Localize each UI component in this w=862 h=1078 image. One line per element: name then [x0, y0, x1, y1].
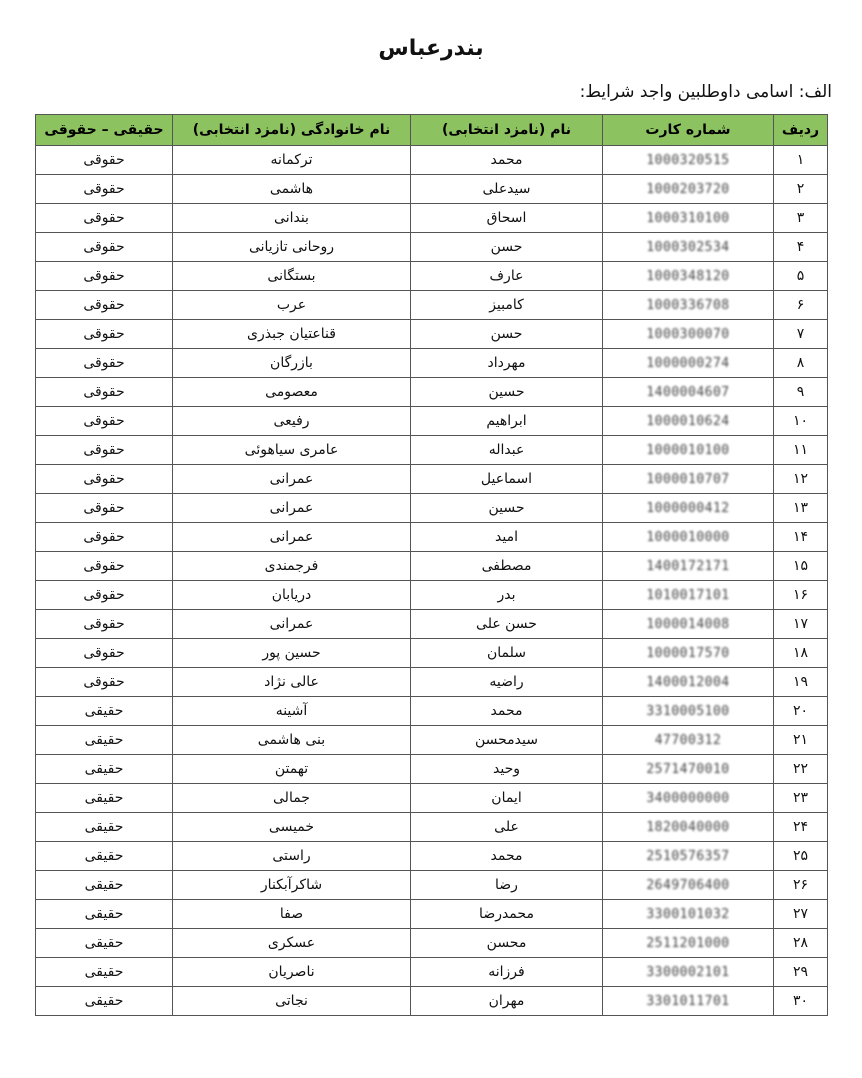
person-type-cell: حقیقی	[36, 842, 173, 871]
person-type-cell: حقیقی	[36, 958, 173, 987]
row-number-cell: ۲۴	[774, 813, 828, 842]
card-number-value: 1000014008	[646, 617, 730, 632]
card-number-cell	[603, 146, 774, 175]
card-number-cell	[603, 668, 774, 697]
last-name-cell: عمرانی	[173, 465, 411, 494]
row-number-cell: ۲۲	[774, 755, 828, 784]
table-row	[36, 813, 828, 842]
last-name-cell: عمرانی	[173, 494, 411, 523]
first-name-cell: محمد	[411, 146, 603, 175]
card-number-value: 1000320515	[646, 153, 730, 168]
row-number-cell: ۱۰	[774, 407, 828, 436]
person-type-cell: حقوقی	[36, 581, 173, 610]
first-name-cell: حسن علی	[411, 610, 603, 639]
last-name-cell: فرجمندی	[173, 552, 411, 581]
table-row	[36, 552, 828, 581]
last-name-cell: بندانی	[173, 204, 411, 233]
row-number-cell: ۱۸	[774, 639, 828, 668]
last-name-cell: آشینه	[173, 697, 411, 726]
card-number-cell	[603, 407, 774, 436]
person-type-cell: حقوقی	[36, 262, 173, 291]
page-title: بندرعباس	[378, 36, 484, 61]
last-name-cell: معصومی	[173, 378, 411, 407]
table-row	[36, 494, 828, 523]
last-name-cell: ترکمانه	[173, 146, 411, 175]
card-number-cell	[603, 349, 774, 378]
person-type-cell: حقوقی	[36, 233, 173, 262]
table-row	[36, 378, 828, 407]
row-number-cell: ۴	[774, 233, 828, 262]
card-number-value: 47700312	[654, 733, 722, 748]
last-name-cell: رفیعی	[173, 407, 411, 436]
column-header-row-number: ردیف	[774, 115, 828, 146]
card-number-cell	[603, 581, 774, 610]
card-number-cell	[603, 494, 774, 523]
last-name-cell: عسکری	[173, 929, 411, 958]
card-number-cell	[603, 929, 774, 958]
last-name-cell: روحانی تازیانی	[173, 233, 411, 262]
column-header-first-name: نام (نامزد انتخابی)	[411, 115, 603, 146]
first-name-cell: کامبیز	[411, 291, 603, 320]
card-number-value: 3301011701	[646, 994, 730, 1009]
table-row	[36, 146, 828, 175]
person-type-cell: حقوقی	[36, 320, 173, 349]
row-number-cell: ۱۶	[774, 581, 828, 610]
person-type-cell: حقوقی	[36, 436, 173, 465]
column-header-card-number: شماره کارت	[603, 115, 774, 146]
card-number-cell	[603, 610, 774, 639]
card-number-cell	[603, 726, 774, 755]
card-number-value: 3300101032	[646, 907, 730, 922]
row-number-cell: ۳	[774, 204, 828, 233]
first-name-cell: عبداله	[411, 436, 603, 465]
card-number-value: 1000010707	[646, 472, 730, 487]
row-number-cell: ۱۴	[774, 523, 828, 552]
card-number-value: 1000000412	[646, 501, 730, 516]
card-number-value: 1000010100	[646, 443, 730, 458]
card-number-value: 1000203720	[646, 182, 730, 197]
row-number-cell: ۲۷	[774, 900, 828, 929]
card-number-value: 1000300070	[646, 327, 730, 342]
first-name-cell: حسن	[411, 233, 603, 262]
card-number-value: 1000000274	[646, 356, 730, 371]
card-number-value: 2571470010	[646, 762, 730, 777]
first-name-cell: محسن	[411, 929, 603, 958]
card-number-cell	[603, 900, 774, 929]
row-number-cell: ۱۷	[774, 610, 828, 639]
table-row	[36, 639, 828, 668]
last-name-cell: عمرانی	[173, 610, 411, 639]
last-name-cell: راستی	[173, 842, 411, 871]
candidates-table	[35, 114, 828, 1016]
table-row	[36, 204, 828, 233]
table-row	[36, 668, 828, 697]
row-number-cell: ۳۰	[774, 987, 828, 1016]
table-row	[36, 581, 828, 610]
table-row	[36, 958, 828, 987]
first-name-cell: محمد	[411, 842, 603, 871]
row-number-cell: ۹	[774, 378, 828, 407]
last-name-cell: ناصریان	[173, 958, 411, 987]
card-number-value: 2511201000	[646, 936, 730, 951]
first-name-cell: ایمان	[411, 784, 603, 813]
card-number-value: 1000017570	[646, 646, 730, 661]
last-name-cell: قناعتیان جبذری	[173, 320, 411, 349]
person-type-cell: حقوقی	[36, 494, 173, 523]
row-number-cell: ۲۰	[774, 697, 828, 726]
card-number-cell	[603, 523, 774, 552]
card-number-value: 1000010624	[646, 414, 730, 429]
card-number-cell	[603, 378, 774, 407]
card-number-cell	[603, 175, 774, 204]
person-type-cell: حقوقی	[36, 523, 173, 552]
card-number-value: 2510576357	[646, 849, 730, 864]
row-number-cell: ۲۹	[774, 958, 828, 987]
row-number-cell: ۶	[774, 291, 828, 320]
table-body	[36, 146, 828, 1016]
table-row	[36, 842, 828, 871]
row-number-cell: ۱۳	[774, 494, 828, 523]
table-row	[36, 523, 828, 552]
card-number-cell	[603, 233, 774, 262]
row-number-cell: ۷	[774, 320, 828, 349]
first-name-cell: حسن	[411, 320, 603, 349]
last-name-cell: عالی نژاد	[173, 668, 411, 697]
first-name-cell: حسین	[411, 494, 603, 523]
first-name-cell: علی	[411, 813, 603, 842]
table-row	[36, 987, 828, 1016]
last-name-cell: عامری سیاهوئی	[173, 436, 411, 465]
card-number-value: 1000348120	[646, 269, 730, 284]
table-header-row	[36, 115, 828, 146]
card-number-value: 1000010000	[646, 530, 730, 545]
person-type-cell: حقیقی	[36, 784, 173, 813]
row-number-cell: ۱۵	[774, 552, 828, 581]
last-name-cell: نجاتی	[173, 987, 411, 1016]
card-number-value: 3300002101	[646, 965, 730, 980]
first-name-cell: فرزانه	[411, 958, 603, 987]
column-header-last-name: نام خانوادگی (نامزد انتخابی)	[173, 115, 411, 146]
row-number-cell: ۱۲	[774, 465, 828, 494]
card-number-value: 1000310100	[646, 211, 730, 226]
table-row	[36, 755, 828, 784]
table-row	[36, 175, 828, 204]
row-number-cell: ۱۱	[774, 436, 828, 465]
row-number-cell: ۵	[774, 262, 828, 291]
table-row	[36, 929, 828, 958]
card-number-cell	[603, 320, 774, 349]
last-name-cell: بازرگان	[173, 349, 411, 378]
first-name-cell: اسماعیل	[411, 465, 603, 494]
last-name-cell: صفا	[173, 900, 411, 929]
table-row	[36, 871, 828, 900]
last-name-cell: دریابان	[173, 581, 411, 610]
person-type-cell: حقیقی	[36, 987, 173, 1016]
card-number-value: 1000302534	[646, 240, 730, 255]
last-name-cell: بنی هاشمی	[173, 726, 411, 755]
first-name-cell: سلمان	[411, 639, 603, 668]
person-type-cell: حقیقی	[36, 697, 173, 726]
last-name-cell: شاکرآبکنار	[173, 871, 411, 900]
last-name-cell: بستگانی	[173, 262, 411, 291]
first-name-cell: سیدمحسن	[411, 726, 603, 755]
card-number-cell	[603, 813, 774, 842]
person-type-cell: حقیقی	[36, 929, 173, 958]
card-number-cell	[603, 987, 774, 1016]
card-number-value: 1400012004	[646, 675, 730, 690]
person-type-cell: حقوقی	[36, 407, 173, 436]
first-name-cell: راضیه	[411, 668, 603, 697]
first-name-cell: محمد	[411, 697, 603, 726]
card-number-value: 1400004607	[646, 385, 730, 400]
card-number-value: 3310005100	[646, 704, 730, 719]
table-row	[36, 697, 828, 726]
card-number-cell	[603, 871, 774, 900]
card-number-cell	[603, 552, 774, 581]
card-number-value: 1820040000	[646, 820, 730, 835]
first-name-cell: مصطفی	[411, 552, 603, 581]
first-name-cell: بدر	[411, 581, 603, 610]
first-name-cell: حسین	[411, 378, 603, 407]
person-type-cell: حقیقی	[36, 871, 173, 900]
card-number-cell	[603, 291, 774, 320]
first-name-cell: مهران	[411, 987, 603, 1016]
first-name-cell: ابراهیم	[411, 407, 603, 436]
first-name-cell: مهرداد	[411, 349, 603, 378]
person-type-cell: حقوقی	[36, 204, 173, 233]
row-number-cell: ۲۳	[774, 784, 828, 813]
card-number-cell	[603, 958, 774, 987]
card-number-value: 1000336708	[646, 298, 730, 313]
table-row	[36, 726, 828, 755]
table-row	[36, 784, 828, 813]
first-name-cell: امید	[411, 523, 603, 552]
table-row	[36, 900, 828, 929]
last-name-cell: هاشمی	[173, 175, 411, 204]
row-number-cell: ۲۶	[774, 871, 828, 900]
last-name-cell: جمالی	[173, 784, 411, 813]
last-name-cell: عرب	[173, 291, 411, 320]
table-row	[36, 320, 828, 349]
row-number-cell: ۲	[774, 175, 828, 204]
person-type-cell: حقیقی	[36, 755, 173, 784]
card-number-cell	[603, 204, 774, 233]
row-number-cell: ۱۹	[774, 668, 828, 697]
card-number-cell	[603, 697, 774, 726]
first-name-cell: رضا	[411, 871, 603, 900]
table-row	[36, 436, 828, 465]
person-type-cell: حقوقی	[36, 610, 173, 639]
person-type-cell: حقوقی	[36, 175, 173, 204]
person-type-cell: حقوقی	[36, 349, 173, 378]
row-number-cell: ۸	[774, 349, 828, 378]
list-subtitle: الف: اسامی داوطلبین واجد شرایط:	[579, 82, 832, 102]
first-name-cell: عارف	[411, 262, 603, 291]
table-row	[36, 349, 828, 378]
last-name-cell: تهمتن	[173, 755, 411, 784]
person-type-cell: حقوقی	[36, 639, 173, 668]
person-type-cell: حقیقی	[36, 726, 173, 755]
table-row	[36, 610, 828, 639]
person-type-cell: حقیقی	[36, 813, 173, 842]
row-number-cell: ۲۱	[774, 726, 828, 755]
card-number-cell	[603, 465, 774, 494]
person-type-cell: حقوقی	[36, 668, 173, 697]
person-type-cell: حقوقی	[36, 146, 173, 175]
table-row	[36, 407, 828, 436]
person-type-cell: حقیقی	[36, 900, 173, 929]
last-name-cell: خمیسی	[173, 813, 411, 842]
row-number-cell: ۱	[774, 146, 828, 175]
column-header-person-type: حقیقی – حقوقی	[36, 115, 173, 146]
card-number-value: 1010017101	[646, 588, 730, 603]
person-type-cell: حقوقی	[36, 378, 173, 407]
last-name-cell: عمرانی	[173, 523, 411, 552]
card-number-value: 2649706400	[646, 878, 730, 893]
table-row	[36, 233, 828, 262]
person-type-cell: حقوقی	[36, 465, 173, 494]
person-type-cell: حقوقی	[36, 552, 173, 581]
table-row	[36, 262, 828, 291]
first-name-cell: وحید	[411, 755, 603, 784]
row-number-cell: ۲۵	[774, 842, 828, 871]
table-row	[36, 291, 828, 320]
row-number-cell: ۲۸	[774, 929, 828, 958]
person-type-cell: حقوقی	[36, 291, 173, 320]
card-number-cell	[603, 639, 774, 668]
first-name-cell: سیدعلی	[411, 175, 603, 204]
first-name-cell: محمدرضا	[411, 900, 603, 929]
card-number-value: 1400172171	[646, 559, 730, 574]
card-number-value: 3400000000	[646, 791, 730, 806]
last-name-cell: حسین پور	[173, 639, 411, 668]
card-number-cell	[603, 262, 774, 291]
card-number-cell	[603, 755, 774, 784]
card-number-cell	[603, 784, 774, 813]
card-number-cell	[603, 436, 774, 465]
first-name-cell: اسحاق	[411, 204, 603, 233]
table-row	[36, 465, 828, 494]
card-number-cell	[603, 842, 774, 871]
